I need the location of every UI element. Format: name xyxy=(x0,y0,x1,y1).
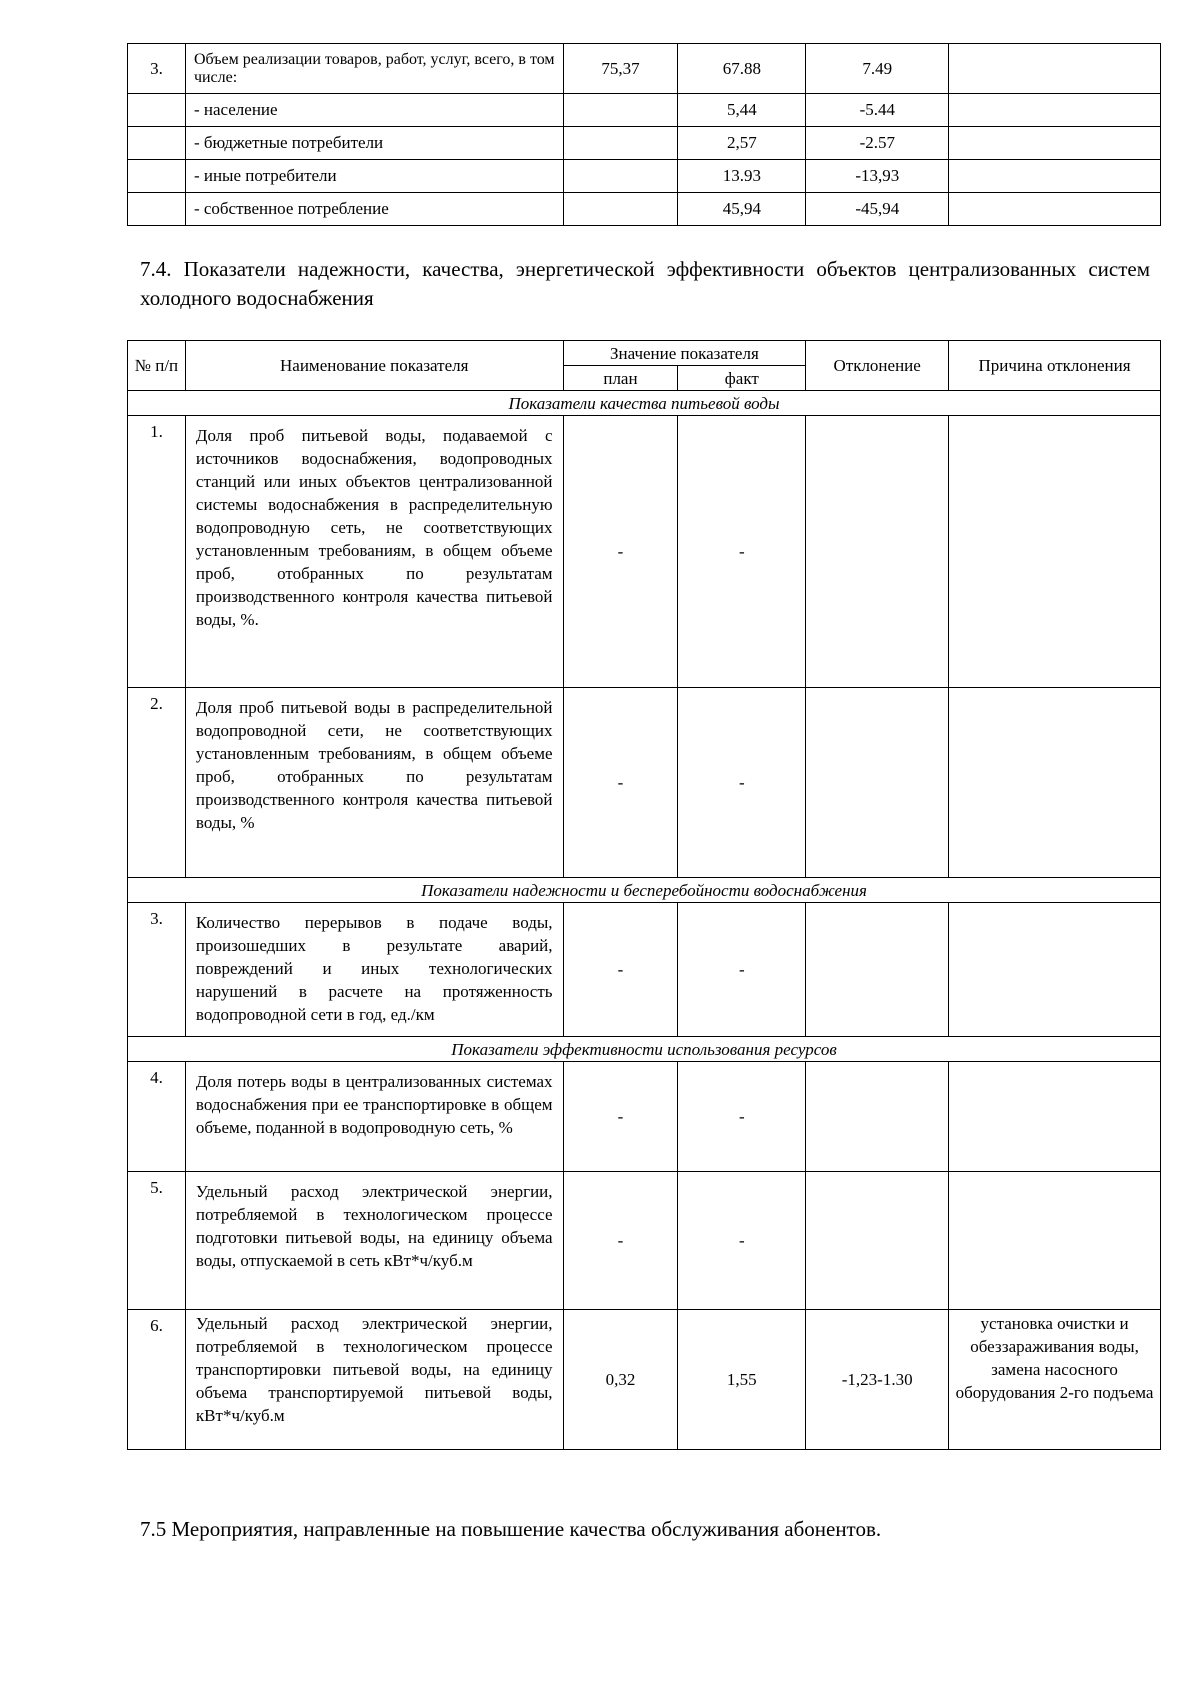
row-value-1: 75,37 xyxy=(563,44,678,94)
row-number xyxy=(128,94,186,127)
row-value-1 xyxy=(563,193,678,226)
section-7-5-heading: 7.5 Мероприятия, направленные на повышение качества обслуживания абонентов. xyxy=(140,1517,882,1541)
row-name: Доля проб питьевой воды, подаваемой с источников водоснабжения, водопроводных станций или иных объектов централизованной системы водоснабжения в распределительную водопроводную сеть, не соответствующих установленным требованиям, в общем объеме проб, отобранных по результатам производственного контроля качества питьевой воды, %. xyxy=(185,416,563,688)
row-value-3: -45,94 xyxy=(806,193,949,226)
table-row xyxy=(128,193,1161,226)
row-name: Удельный расход электрической энергии, потребляемой в технологическом процессе транспортировки питьевой воды, на единицу объема транспортируемой питьевой воды, кВт*ч/куб.м xyxy=(185,1310,563,1450)
table-row xyxy=(128,1310,1161,1450)
row-value-2: 67.88 xyxy=(678,44,806,94)
row-plan: - xyxy=(563,903,678,1037)
row-plan: - xyxy=(563,688,678,878)
section-row xyxy=(128,391,1161,416)
sales-table xyxy=(127,43,1161,226)
row-fact: - xyxy=(678,1172,806,1310)
section-title: Показатели эффективности использования ресурсов xyxy=(128,1037,1161,1062)
table-header-row xyxy=(128,341,1161,366)
row-plan: - xyxy=(563,1172,678,1310)
row-name: - население xyxy=(185,94,563,127)
row-name: Количество перерывов в подаче воды, произошедших в результате аварий, повреждений и иных технологических нарушений в расчете на протяженность водопроводной сети в год, ед./км xyxy=(185,903,563,1037)
row-value-3: -5.44 xyxy=(806,94,949,127)
table-row xyxy=(128,44,1161,94)
row-deviation xyxy=(806,688,949,878)
header-fact: факт xyxy=(678,366,806,391)
table-row xyxy=(128,416,1161,688)
row-name: Доля проб питьевой воды в распределительной водопроводной сети, не соответствующих установленным требованиям, в общем объеме проб, отобранных по результатам производственного контроля качества питьевой воды, % xyxy=(185,688,563,878)
row-name: Удельный расход электрической энергии, потребляемой в технологическом процессе подготовки питьевой воды, на единицу объема воды, отпускаемой в сеть кВт*ч/куб.м xyxy=(185,1172,563,1310)
header-name: Наименование показателя xyxy=(185,341,563,391)
row-number xyxy=(128,127,186,160)
section-title: Показатели качества питьевой воды xyxy=(128,391,1161,416)
row-value-3: 7.49 xyxy=(806,44,949,94)
row-fact: - xyxy=(678,1062,806,1172)
table-row xyxy=(128,94,1161,127)
row-fact: - xyxy=(678,688,806,878)
row-value-2: 2,57 xyxy=(678,127,806,160)
row-name: - иные потребители xyxy=(185,160,563,193)
row-value-4 xyxy=(949,127,1161,160)
table-row xyxy=(128,127,1161,160)
row-number: 5. xyxy=(128,1172,186,1310)
row-reason xyxy=(949,688,1161,878)
table-row xyxy=(128,160,1161,193)
row-number: 1. xyxy=(128,416,186,688)
section-row xyxy=(128,878,1161,903)
row-deviation xyxy=(806,1062,949,1172)
row-reason xyxy=(949,416,1161,688)
row-value-2: 5,44 xyxy=(678,94,806,127)
header-reason: Причина отклонения xyxy=(949,341,1161,391)
row-number xyxy=(128,193,186,226)
row-fact: - xyxy=(678,903,806,1037)
row-name: - бюджетные потребители xyxy=(185,127,563,160)
row-value-4 xyxy=(949,160,1161,193)
row-value-3: -2.57 xyxy=(806,127,949,160)
row-value-2: 45,94 xyxy=(678,193,806,226)
row-value-3: -13,93 xyxy=(806,160,949,193)
section-title: Показатели надежности и бесперебойности водоснабжения xyxy=(128,878,1161,903)
row-value-1 xyxy=(563,160,678,193)
row-number: 3. xyxy=(128,44,186,94)
row-name: - собственное потребление xyxy=(185,193,563,226)
row-number: 3. xyxy=(128,903,186,1037)
header-num: № п/п xyxy=(128,341,186,391)
row-reason xyxy=(949,1062,1161,1172)
table-row xyxy=(128,1172,1161,1310)
indicators-table xyxy=(127,340,1161,1450)
row-reason xyxy=(949,903,1161,1037)
row-deviation xyxy=(806,903,949,1037)
header-deviation: Отклонение xyxy=(806,341,949,391)
row-value-2: 13.93 xyxy=(678,160,806,193)
row-number: 2. xyxy=(128,688,186,878)
row-reason: установка очистки и обеззараживания воды, замена насосного оборудования 2-го подъема xyxy=(949,1310,1161,1450)
table-row xyxy=(128,1062,1161,1172)
row-plan: - xyxy=(563,416,678,688)
row-deviation: -1,23-1.30 xyxy=(806,1310,949,1450)
table-row xyxy=(128,688,1161,878)
row-name: Доля потерь воды в централизованных системах водоснабжения при ее транспортировке в общем объеме, поданной в водопроводную сеть, % xyxy=(185,1062,563,1172)
row-number: 6. xyxy=(128,1310,186,1450)
row-number: 4. xyxy=(128,1062,186,1172)
section-row xyxy=(128,1037,1161,1062)
row-value-1 xyxy=(563,127,678,160)
row-value-4 xyxy=(949,193,1161,226)
row-value-1 xyxy=(563,94,678,127)
section-7-4-heading: 7.4. Показатели надежности, качества, энергетической эффективности объектов централизованных систем холодного водоснабжения xyxy=(140,257,1150,310)
row-reason xyxy=(949,1172,1161,1310)
table-row xyxy=(128,903,1161,1037)
row-number xyxy=(128,160,186,193)
row-fact: 1,55 xyxy=(678,1310,806,1450)
row-plan: - xyxy=(563,1062,678,1172)
row-deviation xyxy=(806,1172,949,1310)
row-fact: - xyxy=(678,416,806,688)
row-value-4 xyxy=(949,44,1161,94)
row-deviation xyxy=(806,416,949,688)
row-name: Объем реализации товаров, работ, услуг, всего, в том числе: xyxy=(185,44,563,94)
row-value-4 xyxy=(949,94,1161,127)
header-plan: план xyxy=(563,366,678,391)
header-value: Значение показателя xyxy=(563,341,806,366)
row-plan: 0,32 xyxy=(563,1310,678,1450)
